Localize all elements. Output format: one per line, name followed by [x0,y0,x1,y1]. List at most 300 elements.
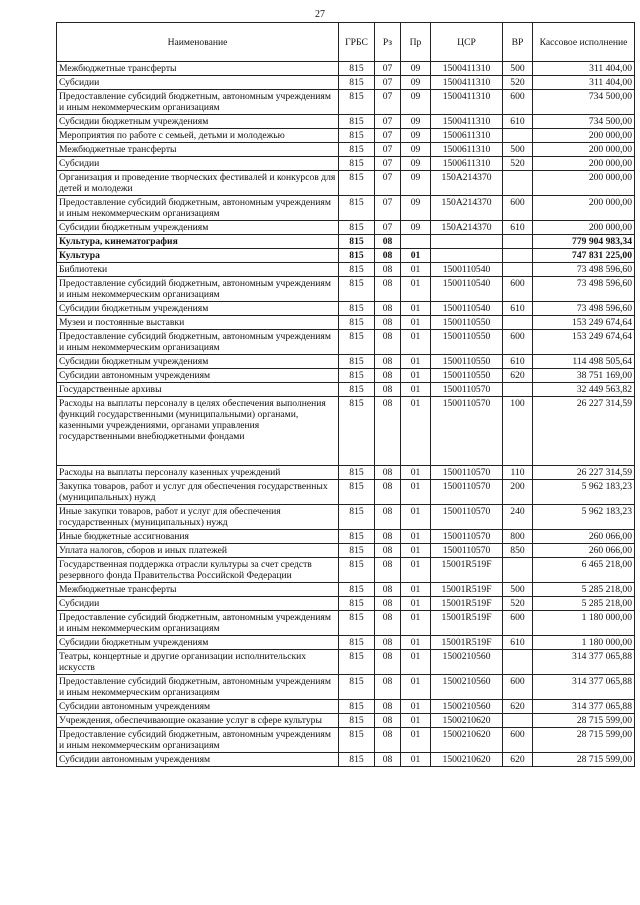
name-cell: Субсидии [57,76,339,90]
csr-cell: 1500611310 [431,129,503,143]
csr-cell: 1500411310 [431,90,503,115]
table-row [57,249,635,263]
table-row [57,700,635,714]
rz-cell: 07 [375,157,401,171]
grbs-cell: 815 [339,302,375,316]
table-row [57,143,635,157]
pr-cell: 09 [401,221,431,235]
vr-cell: 610 [503,221,533,235]
amount-cell: 26 227 314,59 [533,466,635,480]
vr-cell [503,650,533,675]
table-header-row [57,23,635,62]
amount-cell: 311 404,00 [533,62,635,76]
csr-cell: 1500110570 [431,480,503,505]
amount-cell: 153 249 674,64 [533,316,635,330]
rz-cell: 08 [375,583,401,597]
table-row [57,129,635,143]
amount-cell: 5 285 218,00 [533,597,635,611]
pr-cell: 01 [401,597,431,611]
rz-cell: 08 [375,302,401,316]
amount-cell: 311 404,00 [533,76,635,90]
pr-cell: 09 [401,143,431,157]
vr-cell: 500 [503,143,533,157]
pr-cell: 01 [401,330,431,355]
csr-cell: 15001R519F [431,558,503,583]
rz-cell: 08 [375,505,401,530]
name-cell: Субсидии бюджетным учреждениям [57,115,339,129]
header-rz: Рз [375,23,401,62]
pr-cell: 09 [401,129,431,143]
header-vr: ВР [503,23,533,62]
csr-cell: 1500210560 [431,700,503,714]
vr-cell [503,263,533,277]
name-cell: Расходы на выплаты персоналу в целях обеспечения выполнения функций государственными (муниципальными) органами, казенными учреждениями, органами управления государственными внебюджетными фондами [57,397,339,466]
grbs-cell: 815 [339,157,375,171]
csr-cell [431,249,503,263]
grbs-cell: 815 [339,263,375,277]
grbs-cell: 815 [339,505,375,530]
vr-cell: 520 [503,597,533,611]
pr-cell: 09 [401,76,431,90]
csr-cell: 1500110570 [431,505,503,530]
rz-cell: 08 [375,383,401,397]
table-body [57,62,635,767]
csr-cell: 1500411310 [431,115,503,129]
name-cell: Межбюджетные трансферты [57,143,339,157]
amount-cell: 28 715 599,00 [533,753,635,767]
table-row [57,221,635,235]
grbs-cell: 815 [339,171,375,196]
csr-cell: 1500110550 [431,330,503,355]
table-row [57,480,635,505]
csr-cell: 1500210620 [431,728,503,753]
pr-cell: 01 [401,530,431,544]
table-row [57,753,635,767]
pr-cell: 01 [401,583,431,597]
csr-cell: 1500210560 [431,650,503,675]
vr-cell: 800 [503,530,533,544]
amount-cell: 5 285 218,00 [533,583,635,597]
name-cell: Культура [57,249,339,263]
rz-cell: 08 [375,530,401,544]
csr-cell: 1500110570 [431,466,503,480]
pr-cell: 01 [401,480,431,505]
vr-cell: 620 [503,700,533,714]
name-cell: Субсидии [57,597,339,611]
name-cell: Субсидии автономным учреждениям [57,753,339,767]
pr-cell: 01 [401,249,431,263]
grbs-cell: 815 [339,369,375,383]
csr-cell: 1500611310 [431,157,503,171]
grbs-cell: 815 [339,397,375,466]
vr-cell: 620 [503,753,533,767]
rz-cell: 07 [375,129,401,143]
table-row [57,277,635,302]
rz-cell: 08 [375,316,401,330]
amount-cell: 200 000,00 [533,129,635,143]
table-row [57,171,635,196]
name-cell: Организация и проведение творческих фестивалей и конкурсов для детей и молодежи [57,171,339,196]
vr-cell: 600 [503,611,533,636]
grbs-cell: 815 [339,558,375,583]
table-row [57,397,635,466]
table-row [57,263,635,277]
vr-cell: 610 [503,302,533,316]
vr-cell [503,383,533,397]
amount-cell: 6 465 218,00 [533,558,635,583]
name-cell: Культура, кинематография [57,235,339,249]
rz-cell: 08 [375,330,401,355]
vr-cell: 520 [503,76,533,90]
table-row [57,355,635,369]
pr-cell: 01 [401,636,431,650]
grbs-cell: 815 [339,316,375,330]
pr-cell: 01 [401,728,431,753]
rz-cell: 07 [375,115,401,129]
grbs-cell: 815 [339,143,375,157]
vr-cell: 610 [503,355,533,369]
csr-cell: 1500110570 [431,397,503,466]
grbs-cell: 815 [339,466,375,480]
table-row [57,115,635,129]
name-cell: Субсидии бюджетным учреждениям [57,302,339,316]
header-pr: Пр [401,23,431,62]
amount-cell: 32 449 563,82 [533,383,635,397]
pr-cell: 01 [401,700,431,714]
csr-cell: 15001R519F [431,583,503,597]
rz-cell: 08 [375,558,401,583]
amount-cell: 5 962 183,23 [533,480,635,505]
grbs-cell: 815 [339,753,375,767]
pr-cell: 09 [401,196,431,221]
table-row [57,714,635,728]
name-cell: Расходы на выплаты персоналу казенных учреждений [57,466,339,480]
amount-cell: 734 500,00 [533,90,635,115]
grbs-cell: 815 [339,383,375,397]
rz-cell: 08 [375,636,401,650]
table-row [57,611,635,636]
table-row [57,675,635,700]
table-row [57,196,635,221]
table-row [57,330,635,355]
rz-cell: 08 [375,675,401,700]
csr-cell: 150А214370 [431,196,503,221]
table-row [57,302,635,316]
name-cell: Предоставление субсидий бюджетным, автономным учреждениям и иным некоммерческим организациям [57,90,339,115]
vr-cell: 600 [503,196,533,221]
pr-cell: 09 [401,62,431,76]
rz-cell: 08 [375,355,401,369]
amount-cell: 26 227 314,59 [533,397,635,466]
csr-cell: 1500110570 [431,530,503,544]
rz-cell: 08 [375,728,401,753]
header-grbs: ГРБС [339,23,375,62]
name-cell: Библиотеки [57,263,339,277]
amount-cell: 1 180 000,00 [533,611,635,636]
name-cell: Предоставление субсидий бюджетным, автономным учреждениям и иным некоммерческим организациям [57,728,339,753]
pr-cell: 09 [401,90,431,115]
pr-cell: 01 [401,277,431,302]
name-cell: Субсидии автономным учреждениям [57,369,339,383]
csr-cell [431,235,503,249]
grbs-cell: 815 [339,277,375,302]
name-cell: Предоставление субсидий бюджетным, автономным учреждениям и иным некоммерческим организациям [57,196,339,221]
rz-cell: 07 [375,76,401,90]
pr-cell: 09 [401,171,431,196]
rz-cell: 08 [375,466,401,480]
amount-cell: 200 000,00 [533,171,635,196]
amount-cell: 779 904 983,34 [533,235,635,249]
grbs-cell: 815 [339,714,375,728]
name-cell: Иные закупки товаров, работ и услуг для обеспечения государственных (муниципальных) нужд [57,505,339,530]
grbs-cell: 815 [339,675,375,700]
pr-cell: 01 [401,397,431,466]
table-row [57,316,635,330]
amount-cell: 73 498 596,60 [533,277,635,302]
vr-cell: 500 [503,583,533,597]
pr-cell: 01 [401,544,431,558]
pr-cell: 01 [401,263,431,277]
pr-cell: 01 [401,302,431,316]
table-row [57,597,635,611]
name-cell: Субсидии автономным учреждениям [57,700,339,714]
pr-cell [401,235,431,249]
vr-cell [503,316,533,330]
vr-cell: 600 [503,728,533,753]
pr-cell: 01 [401,611,431,636]
header-csr: ЦСР [431,23,503,62]
table-row [57,558,635,583]
grbs-cell: 815 [339,355,375,369]
vr-cell [503,129,533,143]
grbs-cell: 815 [339,700,375,714]
header-amount: Кассовое исполнение [533,23,635,62]
vr-cell: 620 [503,369,533,383]
pr-cell: 01 [401,316,431,330]
name-cell: Субсидии бюджетным учреждениям [57,355,339,369]
name-cell: Государственная поддержка отрасли культуры за счет средств резервного фонда Правительства Российской Федерации [57,558,339,583]
pr-cell: 01 [401,650,431,675]
table-row [57,650,635,675]
vr-cell [503,558,533,583]
amount-cell: 28 715 599,00 [533,728,635,753]
rz-cell: 08 [375,611,401,636]
name-cell: Театры, концертные и другие организации исполнительских искусств [57,650,339,675]
grbs-cell: 815 [339,235,375,249]
grbs-cell: 815 [339,530,375,544]
vr-cell [503,171,533,196]
grbs-cell: 815 [339,611,375,636]
vr-cell: 110 [503,466,533,480]
vr-cell [503,235,533,249]
table-row [57,505,635,530]
csr-cell: 15001R519F [431,636,503,650]
csr-cell: 1500110550 [431,316,503,330]
grbs-cell: 815 [339,330,375,355]
csr-cell: 1500210620 [431,753,503,767]
amount-cell: 260 066,00 [533,530,635,544]
vr-cell: 610 [503,636,533,650]
vr-cell: 600 [503,277,533,302]
vr-cell: 100 [503,397,533,466]
csr-cell: 1500110540 [431,277,503,302]
grbs-cell: 815 [339,480,375,505]
vr-cell: 520 [503,157,533,171]
name-cell: Предоставление субсидий бюджетным, автономным учреждениям и иным некоммерческим организациям [57,675,339,700]
table-row [57,76,635,90]
amount-cell: 38 751 169,00 [533,369,635,383]
csr-cell: 1500611310 [431,143,503,157]
table-row [57,530,635,544]
rz-cell: 08 [375,263,401,277]
rz-cell: 08 [375,753,401,767]
table-row [57,583,635,597]
table-row [57,728,635,753]
table-row [57,90,635,115]
vr-cell: 600 [503,90,533,115]
table-row [57,466,635,480]
pr-cell: 01 [401,714,431,728]
name-cell: Субсидии бюджетным учреждениям [57,221,339,235]
vr-cell: 240 [503,505,533,530]
name-cell: Музеи и постоянные выставки [57,316,339,330]
rz-cell: 07 [375,143,401,157]
amount-cell: 114 498 505,64 [533,355,635,369]
csr-cell: 1500110540 [431,263,503,277]
rz-cell: 07 [375,171,401,196]
rz-cell: 08 [375,235,401,249]
csr-cell: 150А214370 [431,221,503,235]
vr-cell [503,714,533,728]
amount-cell: 73 498 596,60 [533,263,635,277]
name-cell: Мероприятия по работе с семьей, детьми и молодежью [57,129,339,143]
csr-cell: 1500110570 [431,544,503,558]
vr-cell: 600 [503,330,533,355]
table-row [57,62,635,76]
rz-cell: 08 [375,597,401,611]
grbs-cell: 815 [339,76,375,90]
vr-cell [503,249,533,263]
amount-cell: 260 066,00 [533,544,635,558]
vr-cell: 600 [503,675,533,700]
grbs-cell: 815 [339,597,375,611]
table-row [57,544,635,558]
amount-cell: 734 500,00 [533,115,635,129]
name-cell: Предоставление субсидий бюджетным, автономным учреждениям и иным некоммерческим организациям [57,330,339,355]
grbs-cell: 815 [339,583,375,597]
csr-cell: 1500210560 [431,675,503,700]
csr-cell: 1500411310 [431,76,503,90]
rz-cell: 08 [375,544,401,558]
rz-cell: 08 [375,480,401,505]
table-row [57,157,635,171]
grbs-cell: 815 [339,196,375,221]
amount-cell: 153 249 674,64 [533,330,635,355]
pr-cell: 01 [401,675,431,700]
amount-cell: 5 962 183,23 [533,505,635,530]
name-cell: Государственные архивы [57,383,339,397]
page-number: 27 [315,9,325,20]
csr-cell: 150А214370 [431,171,503,196]
csr-cell: 1500110550 [431,355,503,369]
name-cell: Уплата налогов, сборов и иных платежей [57,544,339,558]
vr-cell: 200 [503,480,533,505]
vr-cell: 850 [503,544,533,558]
amount-cell: 747 831 225,00 [533,249,635,263]
csr-cell: 1500110540 [431,302,503,316]
rz-cell: 07 [375,221,401,235]
rz-cell: 08 [375,714,401,728]
amount-cell: 200 000,00 [533,157,635,171]
table-row [57,636,635,650]
grbs-cell: 815 [339,221,375,235]
csr-cell: 15001R519F [431,611,503,636]
csr-cell: 1500110550 [431,369,503,383]
grbs-cell: 815 [339,728,375,753]
name-cell: Предоставление субсидий бюджетным, автономным учреждениям и иным некоммерческим организациям [57,611,339,636]
pr-cell: 01 [401,355,431,369]
rz-cell: 08 [375,249,401,263]
grbs-cell: 815 [339,249,375,263]
amount-cell: 314 377 065,88 [533,700,635,714]
name-cell: Межбюджетные трансферты [57,583,339,597]
grbs-cell: 815 [339,62,375,76]
vr-cell: 500 [503,62,533,76]
csr-cell: 1500411310 [431,62,503,76]
pr-cell: 01 [401,505,431,530]
amount-cell: 28 715 599,00 [533,714,635,728]
rz-cell: 08 [375,700,401,714]
pr-cell: 01 [401,753,431,767]
table-row [57,235,635,249]
amount-cell: 200 000,00 [533,143,635,157]
rz-cell: 07 [375,196,401,221]
pr-cell: 01 [401,558,431,583]
amount-cell: 73 498 596,60 [533,302,635,316]
pr-cell: 01 [401,369,431,383]
grbs-cell: 815 [339,636,375,650]
rz-cell: 08 [375,397,401,466]
name-cell: Предоставление субсидий бюджетным, автономным учреждениям и иным некоммерческим организациям [57,277,339,302]
vr-cell: 610 [503,115,533,129]
name-cell: Межбюджетные трансферты [57,62,339,76]
pr-cell: 09 [401,157,431,171]
pr-cell: 01 [401,466,431,480]
budget-execution-table [56,22,635,767]
rz-cell: 08 [375,369,401,383]
table-row [57,383,635,397]
pr-cell: 01 [401,383,431,397]
name-cell: Закупка товаров, работ и услуг для обеспечения государственных (муниципальных) нужд [57,480,339,505]
header-name: Наименование [57,23,339,62]
grbs-cell: 815 [339,129,375,143]
rz-cell: 08 [375,277,401,302]
grbs-cell: 815 [339,115,375,129]
rz-cell: 08 [375,650,401,675]
amount-cell: 314 377 065,88 [533,650,635,675]
name-cell: Учреждения, обеспечивающие оказание услуг в сфере культуры [57,714,339,728]
amount-cell: 200 000,00 [533,221,635,235]
rz-cell: 07 [375,62,401,76]
grbs-cell: 815 [339,650,375,675]
grbs-cell: 815 [339,544,375,558]
csr-cell: 1500110570 [431,383,503,397]
amount-cell: 200 000,00 [533,196,635,221]
table-row [57,369,635,383]
amount-cell: 314 377 065,88 [533,675,635,700]
amount-cell: 1 180 000,00 [533,636,635,650]
pr-cell: 09 [401,115,431,129]
